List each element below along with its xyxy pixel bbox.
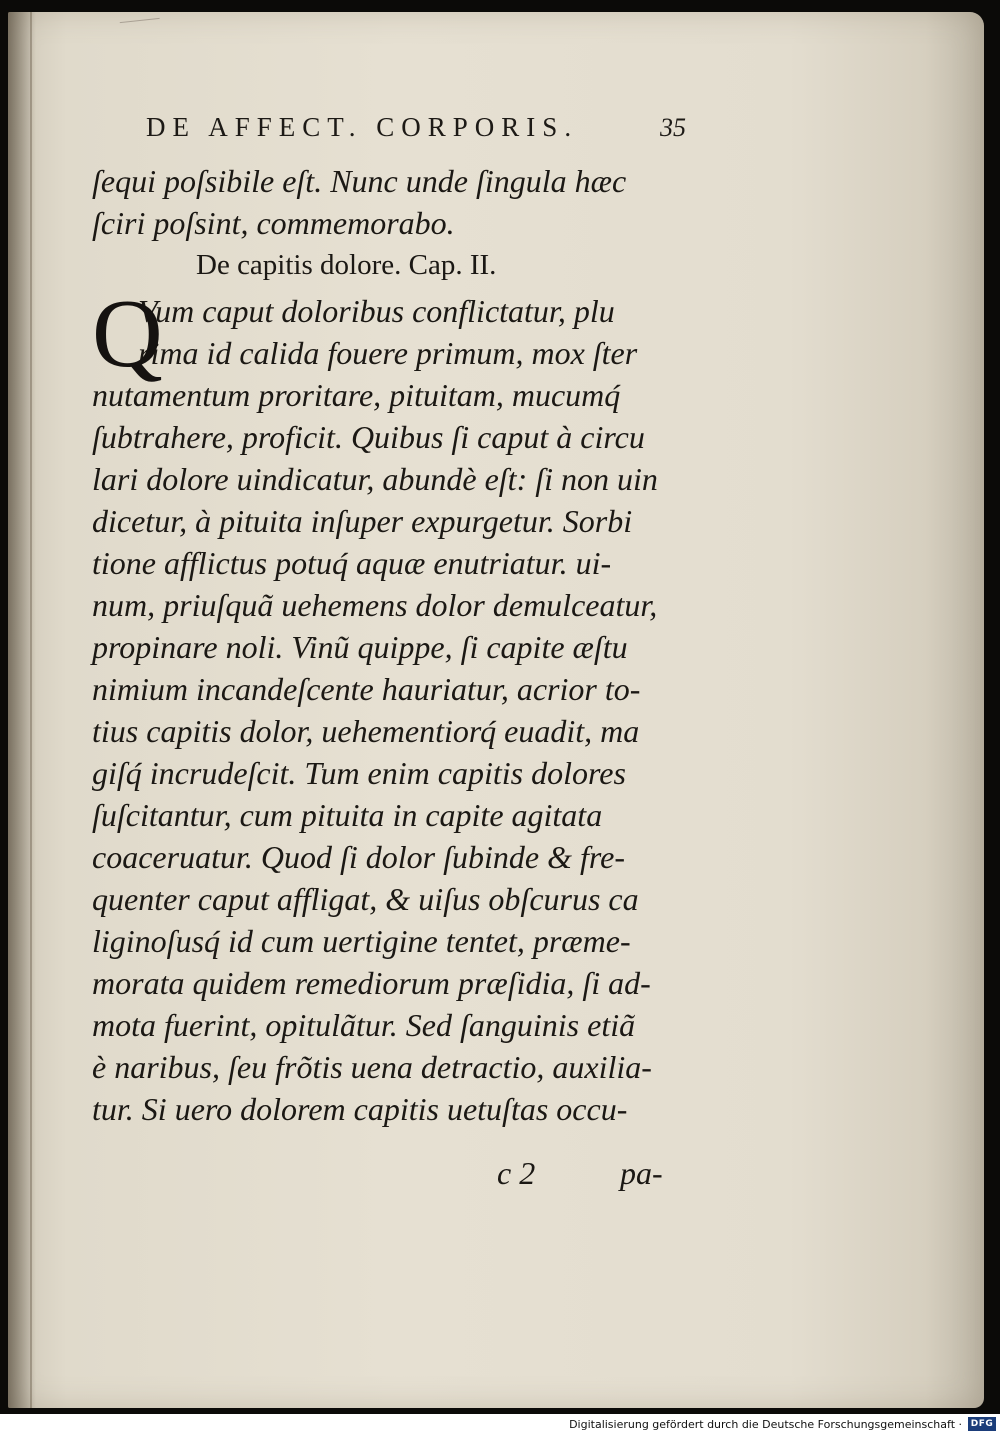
text-line: ſciri poſsint, commemorabo. (92, 205, 455, 241)
drop-initial: Q (92, 280, 163, 388)
dfg-logo-icon: DFG (968, 1417, 996, 1431)
body-text (92, 160, 692, 1130)
text-line: è naribus, ſeu frõtis uena detractio, auxilia- (92, 1049, 652, 1085)
signature-line (92, 1152, 692, 1194)
running-head-title: DE AFFECT. CORPORIS. (146, 112, 579, 142)
text-line: mota fuerint, opitulãtur. Sed ſanguinis etiã (92, 1007, 636, 1043)
running-head (146, 112, 686, 143)
chapter-heading: De capitis dolore. Cap. II. (196, 249, 497, 281)
text-line: Vum caput doloribus conflictatur, plu (138, 293, 615, 329)
text-line: tione afflictus potuq́ aquæ enutriatur. ui- (92, 545, 612, 581)
page-fold-line (30, 12, 32, 1408)
signature-mark: c 2 (497, 1155, 536, 1191)
text-line: giſq́ incrudeſcit. Tum enim capitis dolores (92, 755, 626, 791)
page-number: 35 (660, 113, 686, 142)
text-line: propinare noli. Vinũ quippe, ſi capite æſtu (92, 629, 628, 665)
text-line: ſuſcitantur, cum pituita in capite agitata (92, 797, 603, 833)
text-line: tius capitis dolor, uehementiorq́ euadit, ma (92, 713, 640, 749)
funding-footer (0, 1414, 1000, 1434)
text-line: coaceruatur. Quod ſi dolor ſubinde & fre- (92, 839, 625, 875)
text-line: liginoſusq́ id cum uertigine tentet, præme- (92, 923, 631, 959)
text-line: num, priuſquã uehemens dolor demulceatur, (92, 587, 658, 623)
text-line: nutamentum proritare, pituitam, mucumq́ (92, 377, 621, 413)
chapter-paragraph (92, 280, 692, 1130)
text-line: morata quidem remediorum præſidia, ſi ad- (92, 965, 651, 1001)
text-line: lari dolore uindicatur, abundè eſt: ſi non uin (92, 461, 658, 497)
text-line: quenter caput affligat, & uiſus obſcurus ca (92, 881, 639, 917)
text-line: tur. Si uero dolorem capitis uetuſtas occu- (92, 1091, 628, 1127)
text-line: dicetur, à pituita inſuper expurgetur. Sorbi (92, 503, 633, 539)
catchword: pa- (620, 1155, 663, 1191)
funding-note: Digitalisierung gefördert durch die Deutsche Forschungsgemeinschaft · (569, 1417, 962, 1431)
text-line: nimium incandeſcente hauriatur, acrior to- (92, 671, 641, 707)
text-line: ſequi poſsibile eſt. Nunc unde ſingula hæc (92, 163, 627, 199)
text-line: rima id calida fouere primum, mox ſter (138, 335, 638, 371)
text-line: ſubtrahere, proficit. Quibus ſi caput à circu (92, 419, 645, 455)
